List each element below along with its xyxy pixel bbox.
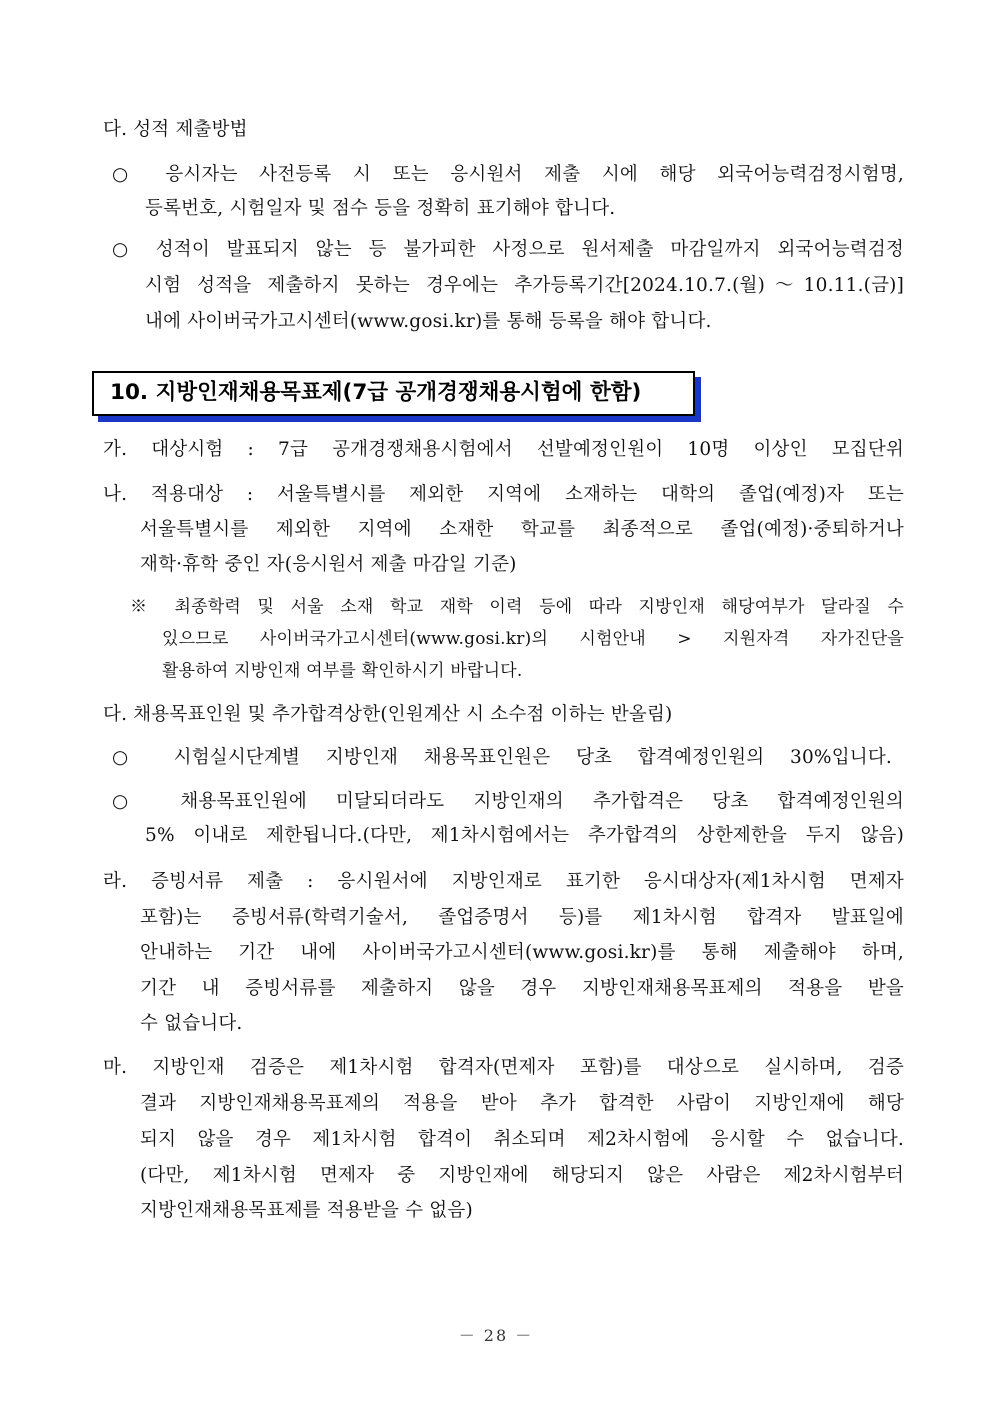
item-da-bullet2-line2: 5% 이내로 제한됩니다.(다만, 제1차시험에서는 추가합격의 상한제한을 두지 않음)	[145, 825, 904, 846]
bullet-registration-line1: ○ 응시자는 사전등록 시 또는 응시원서 제출 시에 해당 외국어능력검정시험명,	[112, 164, 904, 185]
bullet-registration-line2: 등록번호, 시험일자 및 점수 등을 정확히 표기해야 합니다.	[145, 198, 616, 219]
item-na-line2: 서울특별시를 제외한 지역에 소재한 학교를 최종적으로 졸업(예정)·중퇴하거나	[140, 519, 904, 540]
item-ma-line2: 결과 지방인재채용목표제의 적용을 받아 추가 합격한 사람이 지방인재에 해당	[140, 1093, 904, 1114]
note-line1: ※ 최종학력 및 서울 소재 학교 재학 이력 등에 따라 지방인재 해당여부가 달라질 수	[130, 597, 904, 617]
item-ga-line1: 가. 대상시험 : 7급 공개경쟁채용시험에서 선발예정인원이 10명 이상인 모집단위	[103, 439, 904, 460]
item-na-line3: 재학·휴학 중인 자(응시원서 제출 마감일 기준)	[140, 554, 517, 575]
item-ra-line5: 수 없습니다.	[140, 1013, 243, 1034]
item-ma-line5: 지방인재채용목표제를 적용받을 수 없음)	[140, 1200, 473, 1221]
item-ma-line3: 되지 않을 경우 제1차시험 합격이 취소되며 제2차시험에 응시할 수 없습니다.	[140, 1129, 904, 1150]
page-number: － 28 －	[458, 1326, 534, 1345]
section-title-box	[92, 371, 695, 416]
heading-grade-submission: 다. 성적 제출방법	[103, 119, 248, 140]
item-ra-line4: 기간 내 증빙서류를 제출하지 않을 경우 지방인재채용목표제의 적용을 받을	[140, 978, 904, 999]
section-title: 10. 지방인재채용목표제(7급 공개경쟁채용시험에 한함)	[110, 380, 642, 405]
item-na-line1: 나. 적용대상 : 서울특별시를 제외한 지역에 소재하는 대학의 졸업(예정)자 또는	[103, 484, 904, 505]
note-line3: 활용하여 지방인재 여부를 확인하시기 바랍니다.	[162, 661, 523, 681]
item-ma-line4: (다만, 제1차시험 면제자 중 지방인재에 해당되지 않은 사람은 제2차시험부터	[140, 1165, 904, 1186]
item-da-bullet2-line1: ○ 채용목표인원에 미달되더라도 지방인재의 추가합격은 당초 합격예정인원의	[112, 791, 904, 812]
item-ra-line1: 라. 증빙서류 제출 : 응시원서에 지방인재로 표기한 응시대상자(제1차시험 면제자	[103, 871, 904, 892]
item-da-line1: 다. 채용목표인원 및 추가합격상한(인원계산 시 소수점 이하는 반올림)	[103, 704, 673, 725]
item-ra-line2: 포함)는 증빙서류(학력기술서, 졸업증명서 등)를 제1차시험 합격자 발표일에	[140, 907, 904, 928]
bullet-late-score-line2: 시험 성적을 제출하지 못하는 경우에는 추가등록기간[2024.10.7.(월)～10.11.(금)]	[145, 275, 904, 296]
bullet-late-score-line3: 내에 사이버국가고시센터(www.gosi.kr)를 통해 등록을 해야 합니다.	[145, 311, 712, 332]
note-line2: 있으므로 사이버국가고시센터(www.gosi.kr)의 시험안내 > 지원자격 자가진단을	[162, 629, 904, 649]
bullet-late-score-line1: ○ 성적이 발표되지 않는 등 불가피한 사정으로 원서제출 마감일까지 외국어능력검정	[112, 239, 904, 260]
item-da-bullet1: ○ 시험실시단계별 지방인재 채용목표인원은 당초 합격예정인원의 30%입니다.	[112, 747, 892, 768]
item-ra-line3: 안내하는 기간 내에 사이버국가고시센터(www.gosi.kr)를 통해 제출해야 하며,	[140, 942, 904, 963]
item-ma-line1: 마. 지방인재 검증은 제1차시험 합격자(면제자 포함)를 대상으로 실시하며, 검증	[103, 1057, 904, 1078]
